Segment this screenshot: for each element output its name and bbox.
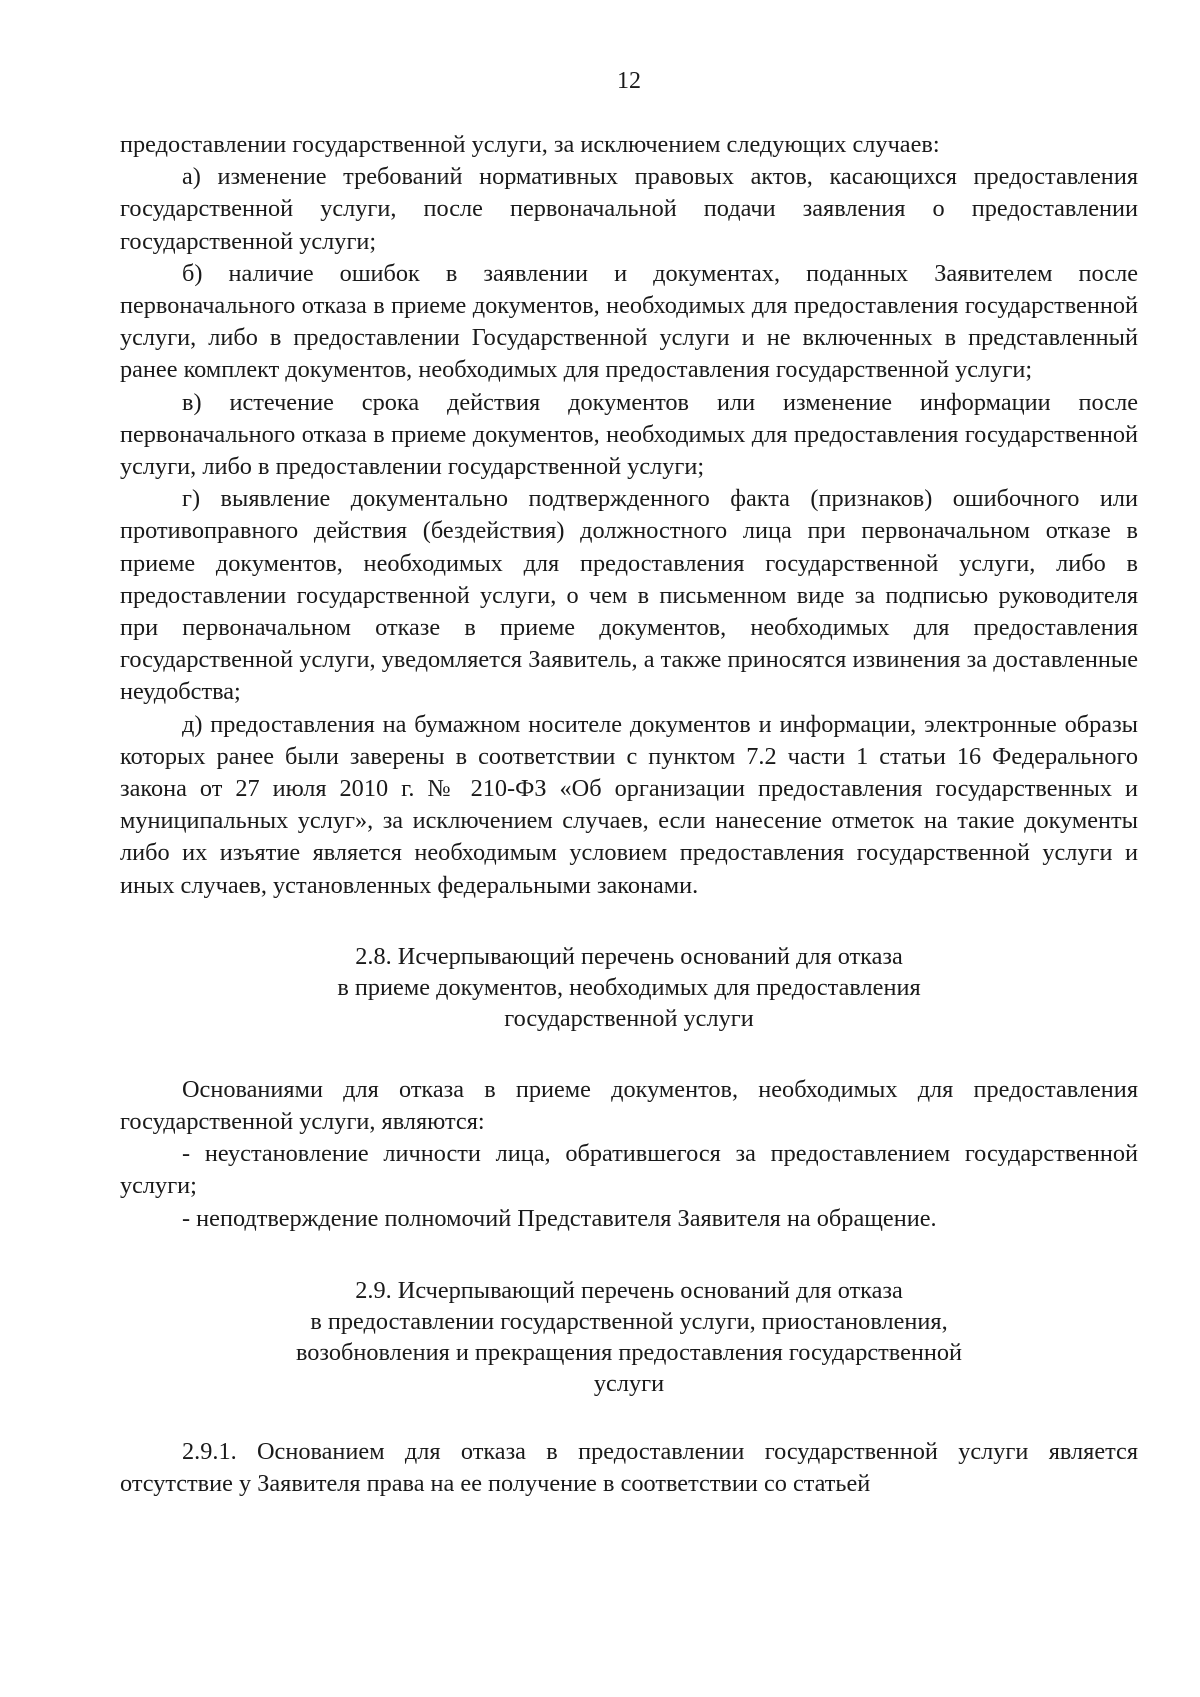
page-number: 12 [617,68,641,94]
section-2-8-ground-1: - неустановление личности лица, обратившегося за предоставлением государственной услуги; [120,1140,1138,1200]
paragraph-item-b: б) наличие ошибок в заявлении и документах, поданных Заявителем после первоначального отказа в приеме документов, необходимых для предоставления государственной услуги, либо в предоставлении Государственной услуги и не включенных в представленный ранее комплект документов, необходимых для предоставления государственной услуги; [120,259,1138,384]
heading-line: 2.8. Исчерпывающий перечень оснований для отказа [355,942,903,970]
heading-line: государственной услуги [504,1004,754,1032]
heading-line: услуги [593,1369,665,1397]
paragraph-item-d: д) предоставления на бумажном носителе документов и информации, электронные образы которых ранее были заверены в соответствии с пунктом 7.2 части 1 статьи 16 Федерального закона от 27 июля 2010 г. № 210-ФЗ «Об организации предоставления государственных и муниципальных услуг», за исключением случаев, если нанесение отметок на такие документы либо их изъятие является необходимым условием предоставления государственной услуги и иных случаев, установленных федеральными законами. [120,710,1138,899]
paragraph-item-g: г) выявление документально подтвержденного факта (признаков) ошибочного или противоправного действия (бездействия) должностного лица при первоначальном отказе в приеме документов, необходимых для предоставления государственной услуги, либо в предоставлении государственной услуги, о чем в письменном виде за подписью руководителя при первоначальном отказе в приеме документов, необходимых для предоставления государственной услуги, уведомляется Заявитель, а также приносятся извинения за доставленные неудобства; [120,485,1138,706]
section-2-8-intro: Основаниями для отказа в приеме документов, необходимых для предоставления государственной услуги, являются: [120,1075,1138,1136]
section-2-8-heading [120,941,1138,1034]
heading-line: 2.9. Исчерпывающий перечень оснований для отказа [355,1276,903,1304]
paragraph-continuation: предоставлении государственной услуги, за исключением следующих случаев: [120,131,940,158]
section-2-9-heading [120,1275,1138,1399]
paragraph-item-a: а) изменение требований нормативных правовых актов, касающихся предоставления государственной услуги, после первоначальной подачи заявления о предоставлении государственной услуги; [120,163,1138,255]
heading-line: в приеме документов, необходимых для предоставления [337,973,921,1001]
section-2-9-1-paragraph: 2.9.1. Основанием для отказа в предоставлении государственной услуги является отсутствие у Заявителя права на ее получение в соответствии со статьей [120,1437,1138,1498]
heading-line: в предоставлении государственной услуги, приостановления, [310,1307,948,1335]
section-2-8-ground-2: - неподтверждение полномочий Представителя Заявителя на обращение. [182,1204,937,1232]
paragraph-item-v: в) истечение срока действия документов или изменение информации после первоначального отказа в приеме документов, необходимых для предоставления государственной услуги, либо в предоставлении государственной услуги; [120,388,1138,481]
heading-line: возобновления и прекращения предоставления государственной [295,1338,963,1366]
